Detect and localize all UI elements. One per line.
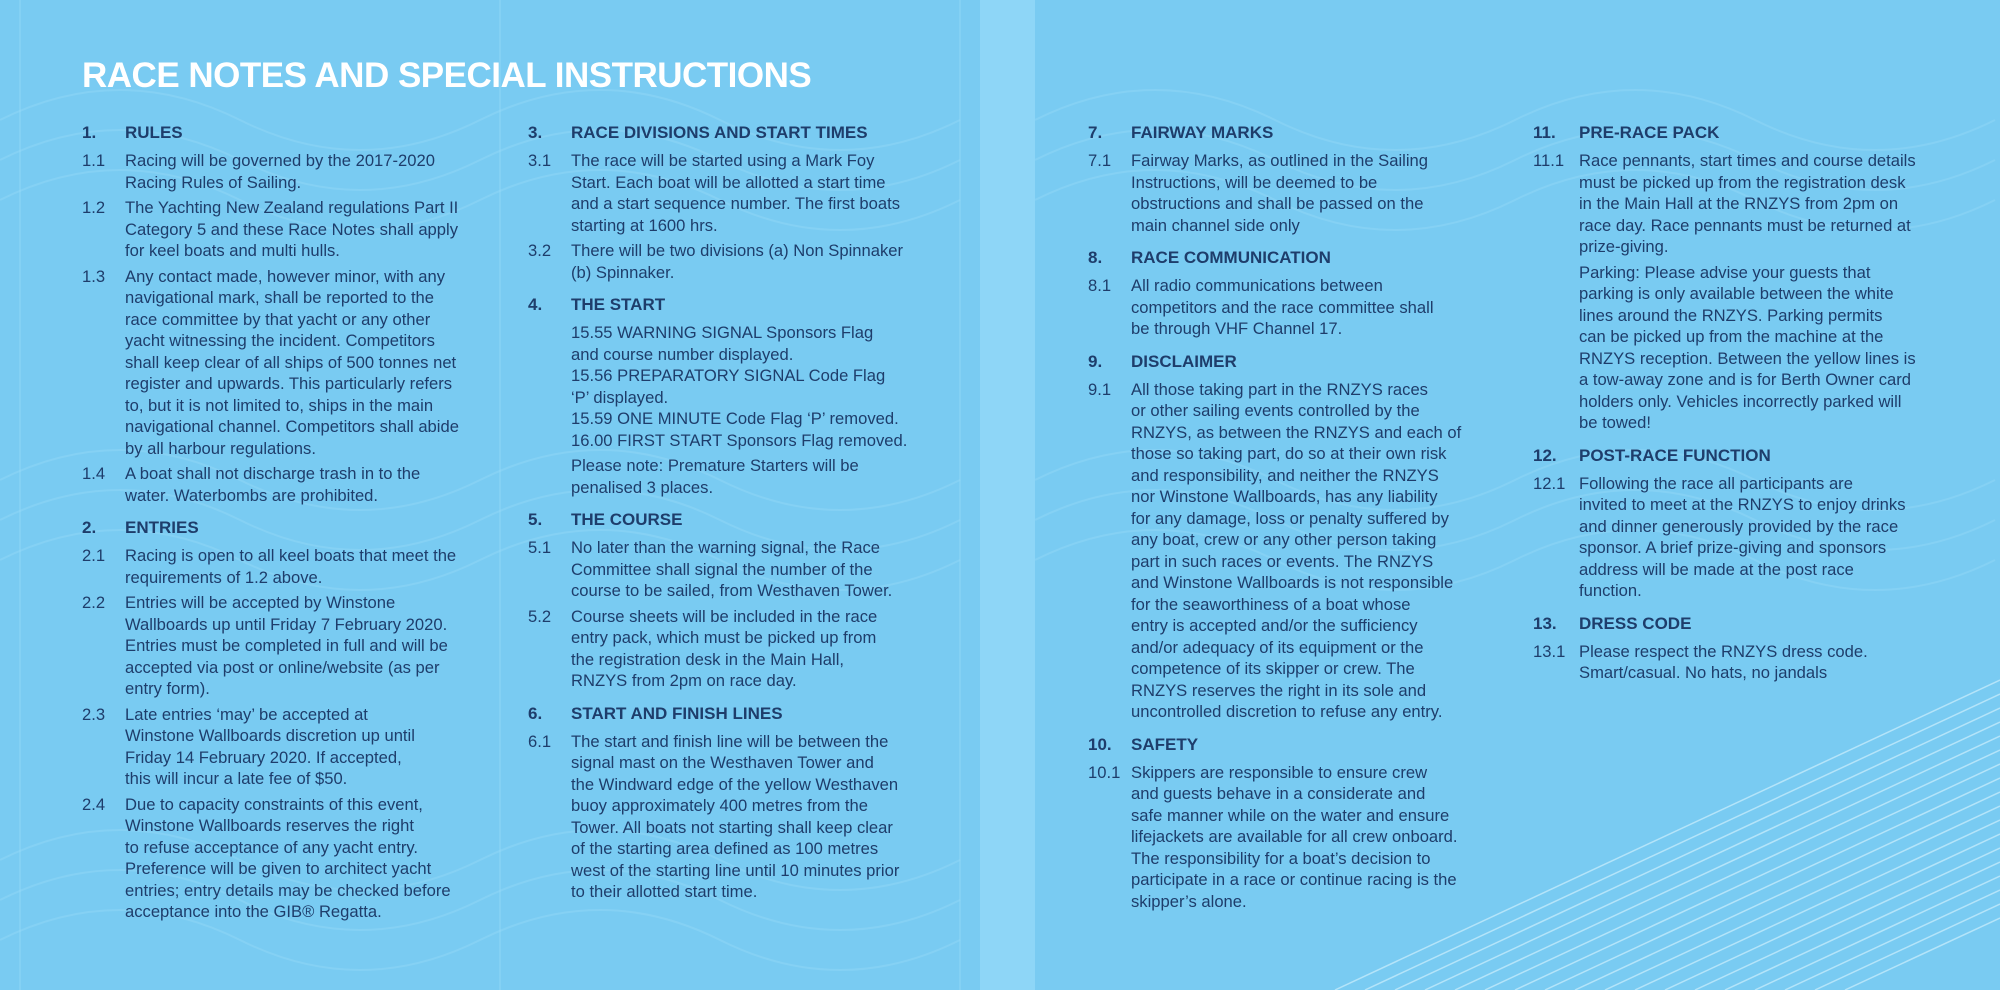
section: [82, 517, 482, 923]
clause-number: 7.1: [1088, 151, 1112, 170]
clause-number: 3.1: [528, 151, 552, 170]
section: [82, 122, 482, 506]
clause-text: The race will be started using a Mark Foy Start. Each boat will be allotted a start time and a start sequence number. The first boats starting at 1600 hrs.: [571, 151, 900, 235]
clause-number: 3.2: [528, 241, 552, 260]
clause: [528, 537, 928, 602]
section-heading: [528, 122, 928, 144]
clause-text: Course sheets will be included in the race entry pack, which must be picked up from the registration desk in the Main Hall, RNZYS from 2pm on race day.: [571, 606, 878, 690]
clause: [82, 266, 482, 460]
page-spine: [980, 0, 1035, 990]
column-3: [1088, 122, 1488, 923]
clause: [528, 731, 928, 903]
clause-text: The start and finish line will be between the signal mast on the Westhaven Tower and the Windward edge of the yellow Westhaven buoy approximately 400 metres from the Tower. All boats not starting shall keep clear of the starting area defined as 100 metres west of the starting line until 10 minutes prior to their allotted start time.: [571, 731, 900, 901]
section-number: 7.: [1088, 123, 1103, 142]
section: [1088, 351, 1488, 723]
clause-number: 9.1: [1088, 379, 1112, 399]
column-1: [82, 122, 482, 934]
section: [1088, 122, 1488, 236]
clause: [1088, 762, 1488, 913]
section-heading: [528, 509, 928, 531]
clause-paragraph: 15.55 WARNING SIGNAL Sponsors Flag and course number displayed. 15.56 PREPARATORY SIGNAL Code Flag ‘P’ displayed. 15.59 ONE MINUTE Code Flag ‘P’ removed. 16.00 FIRST START Sponsors Flag removed.: [571, 323, 908, 450]
section-title: RULES: [125, 123, 183, 142]
clause: [1088, 379, 1488, 723]
clause-paragraph: Parking: Please advise your guests that parking is only available between the white lines around the RNZYS. Parking permits can be picked up from the machine at the RNZYS reception. Between the yellow lines is a tow-away zone and is for Berth Owner card holders only. Vehicles incorrectly parked will be towed!: [1579, 262, 1916, 432]
section: [1088, 247, 1488, 340]
clause-text: All those taking part in the RNZYS races or other sailing events controlled by the RNZYS, as between the RNZYS and each of those so taking part, do so at their own risk and responsibility, and neither the RNZYS nor Winstone Wallboards, has any liability for any damage, loss or penalty suffered by any boat, crew or any other person taking part in such races or events. The RNZYS and Winstone Wallboards is not responsible for the seaworthiness of a boat whose entry is accepted and/or the sufficiency and/or adequacy of its equipment or the competence of its skipper or crew. The RNZYS reserves the right in its sole and uncontrolled discretion to refuse any entry.: [1131, 379, 1462, 721]
clause-number: 2.4: [82, 794, 106, 814]
section-number: 10.: [1088, 734, 1112, 754]
section: [1533, 122, 1933, 434]
section-title: POST-RACE FUNCTION: [1579, 445, 1771, 465]
section-number: 6.: [528, 703, 543, 723]
clause-number: 5.2: [528, 606, 552, 626]
clause-text: Fairway Marks, as outlined in the Sailing Instructions, will be deemed to be obstructions and shall be passed on the main channel side only: [1131, 151, 1428, 235]
section-title: SAFETY: [1131, 734, 1199, 754]
section-number: 11.: [1533, 123, 1556, 142]
clause: [528, 606, 928, 692]
clause-paragraph: Please note: Premature Starters will be penalised 3 places.: [571, 456, 859, 497]
section: [1088, 734, 1488, 913]
section-number: 13.: [1533, 613, 1557, 633]
clause-number: 10.1: [1088, 762, 1121, 782]
clause-number: 1.1: [82, 151, 106, 170]
section: [528, 122, 928, 283]
section: [1533, 613, 1933, 684]
section-title: RACE COMMUNICATION: [1131, 248, 1331, 267]
section-title: RACE DIVISIONS AND START TIMES: [571, 123, 868, 142]
clause-number: 12.1: [1533, 473, 1566, 493]
clause-text: Please respect the RNZYS dress code. Smart/casual. No hats, no jandals: [1579, 641, 1868, 682]
section-title: FAIRWAY MARKS: [1131, 123, 1274, 142]
clause-text: Any contact made, however minor, with any navigational mark, shall be reported to the race committee by that yacht or any other yacht witnessing the incident. Competitors shall keep clear of all ships of 500 tonnes net register and upwards. This particularly refers to, but it is not limited to, ships in the main navigational channel. Competitors shall abide by all harbour regulations.: [125, 266, 459, 458]
clause: [82, 592, 482, 700]
section-title: DISCLAIMER: [1131, 351, 1237, 371]
clause: [82, 545, 482, 588]
clause-number: 2.1: [82, 546, 106, 565]
clause-text: Racing will be governed by the 2017-2020 Racing Rules of Sailing.: [125, 151, 435, 192]
section-title: ENTRIES: [125, 518, 199, 537]
clause: [82, 704, 482, 790]
clause-number: 6.1: [528, 731, 552, 751]
section-heading: [1533, 613, 1933, 635]
section-heading: [1088, 247, 1488, 269]
clause-text: There will be two divisions (a) Non Spinnaker (b) Spinnaker.: [571, 241, 904, 282]
clause-text: Late entries ‘may’ be accepted at Winstone Wallboards discretion up until Friday 14 February 2020. If accepted, this will incur a late fee of $50.: [125, 704, 415, 788]
clause: [82, 150, 482, 193]
section-heading: [82, 122, 482, 144]
section-number: 1.: [82, 123, 97, 142]
clause-number: 11.1: [1533, 151, 1565, 170]
clause-number: 1.4: [82, 464, 106, 483]
section-number: 4.: [528, 295, 543, 314]
section-title: THE START: [571, 295, 666, 314]
section-heading: [528, 294, 928, 316]
section-number: 2.: [82, 518, 97, 537]
column-2: [528, 122, 928, 914]
clause-text: No later than the warning signal, the Race Committee shall signal the number of the course to be sailed, from Westhaven Tower.: [571, 538, 893, 600]
section-number: 9.: [1088, 351, 1103, 371]
clause-text: Following the race all participants are invited to meet at the RNZYS to enjoy drinks and dinner generously provided by the race sponsor. A brief prize-giving and sponsors address will be made at the post race function.: [1579, 473, 1906, 600]
clause-text: Race pennants, start times and course details must be picked up from the registration desk in the Main Hall at the RNZYS from 2pm on race day. Race pennants must be returned at prize-giving.: [1579, 151, 1916, 256]
section-title: PRE-RACE PACK: [1579, 123, 1720, 142]
clause: [82, 197, 482, 262]
section-heading: [1088, 734, 1488, 756]
clause: [1088, 150, 1488, 236]
column-4: [1533, 122, 1933, 695]
clause-text: Skippers are responsible to ensure crew and guests behave in a considerate and safe manner while on the water and ensure lifejackets are available for all crew onboard. The responsibility for a boat’s decision to participate in a race or continue racing is the skipper’s alone.: [1131, 762, 1458, 911]
clause: [1533, 473, 1933, 602]
clause-number: 2.2: [82, 593, 106, 612]
clause-number: 1.3: [82, 266, 106, 286]
clause: [1533, 641, 1933, 684]
clause-text: Racing is open to all keel boats that meet the requirements of 1.2 above.: [125, 546, 457, 587]
clause-number: 8.1: [1088, 276, 1112, 295]
clause-text: The Yachting New Zealand regulations Part II Category 5 and these Race Notes shall apply for keel boats and multi hulls.: [125, 198, 459, 260]
section-number: 12.: [1533, 445, 1557, 465]
clause: [1088, 275, 1488, 340]
page-title: RACE NOTES AND SPECIAL INSTRUCTIONS: [82, 56, 812, 95]
section: [528, 294, 928, 498]
clause-text: A boat shall not discharge trash in to the water. Waterbombs are prohibited.: [125, 464, 421, 505]
section-title: THE COURSE: [571, 510, 683, 529]
clause-number: 5.1: [528, 538, 552, 557]
section-number: 3.: [528, 123, 543, 142]
clause: [1533, 150, 1933, 258]
section-heading: [1533, 122, 1933, 144]
clause: [528, 240, 928, 283]
section-heading: [82, 517, 482, 539]
section: [1533, 445, 1933, 602]
section-number: 8.: [1088, 248, 1103, 267]
clause: [528, 150, 928, 236]
clause-text: All radio communications between competitors and the race committee shall be through VHF Channel 17.: [1131, 276, 1434, 338]
clause-number: 1.2: [82, 198, 106, 217]
clause-text: Due to capacity constraints of this event, Winstone Wallboards reserves the right to refuse acceptance of any yacht entry. Preference will be given to architect yacht entries; entry details may be checked before acceptance into the GIB® Regatta.: [125, 794, 451, 921]
section-title: START AND FINISH LINES: [571, 703, 783, 723]
section: [528, 509, 928, 692]
section-heading: [528, 703, 928, 725]
clause-number: 2.3: [82, 704, 106, 724]
clause-text: Entries will be accepted by Winstone Wallboards up until Friday 7 February 2020. Entries must be completed in full and will be accepted via post or online/website (as per entry form).: [125, 593, 448, 698]
section-heading: [1088, 351, 1488, 373]
section-heading: [1533, 445, 1933, 467]
section-title: DRESS CODE: [1579, 613, 1692, 633]
clause-number: 13.1: [1533, 641, 1566, 661]
section: [528, 703, 928, 903]
section-number: 5.: [528, 510, 543, 529]
clause: [82, 794, 482, 923]
section-heading: [1088, 122, 1488, 144]
clause: [82, 463, 482, 506]
